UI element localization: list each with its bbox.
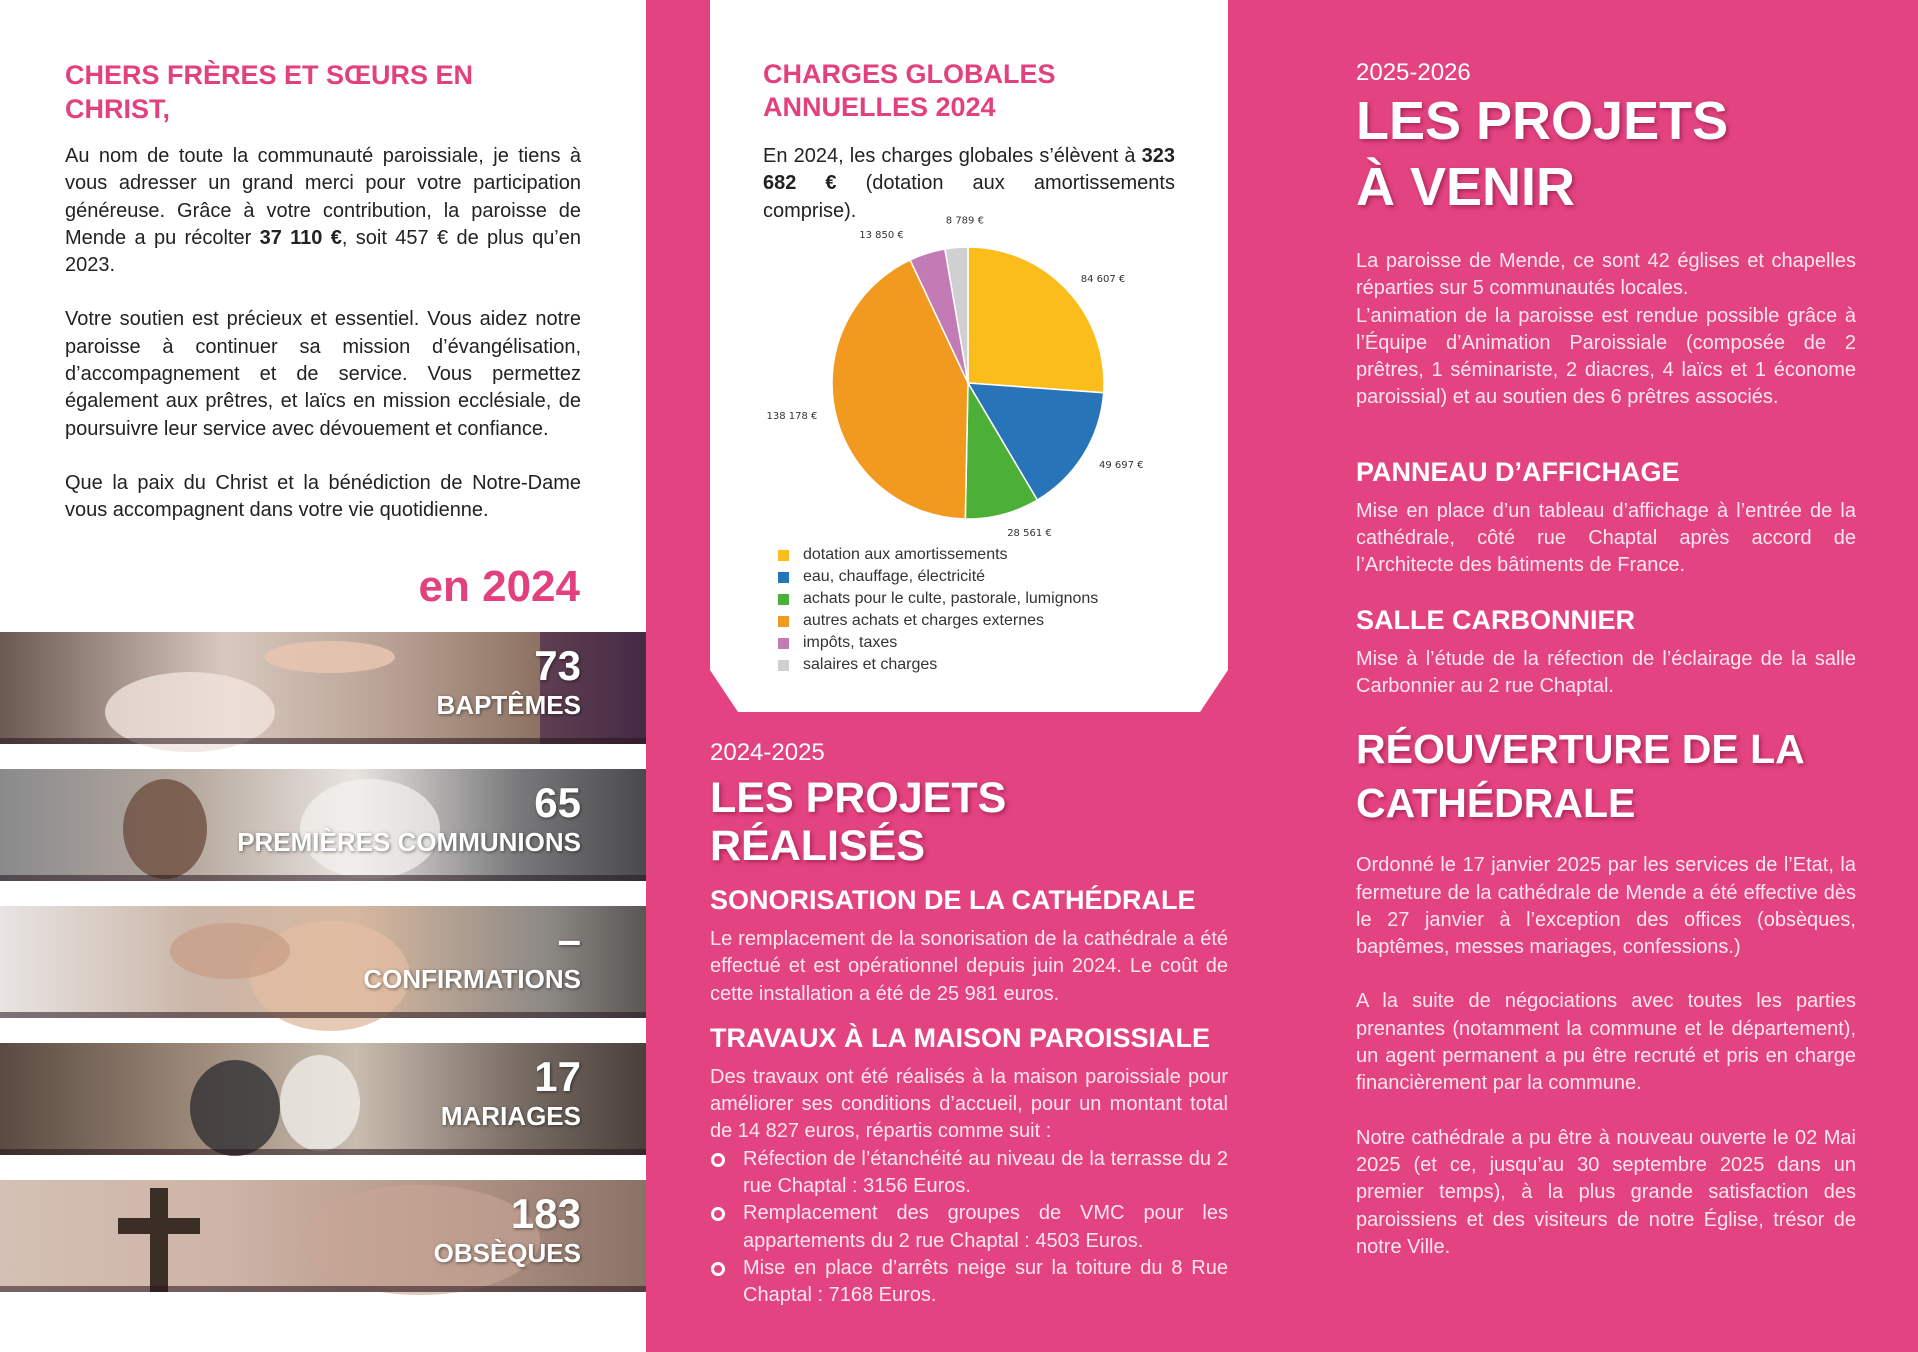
legend-item bbox=[778, 632, 1178, 654]
circle-bullet-icon bbox=[711, 1153, 725, 1167]
stats-heading: en 2024 bbox=[418, 562, 580, 611]
travaux-title: TRAVAUX À LA MAISON PAROISSIALE bbox=[710, 1022, 1211, 1053]
list-item bbox=[710, 1146, 1228, 1201]
stat-number: 17 bbox=[534, 1053, 581, 1100]
legend-item bbox=[778, 654, 1178, 676]
legend-label: dotation aux amortissements bbox=[803, 546, 1008, 563]
pie-slice-label: 84 607 € bbox=[1080, 274, 1126, 286]
legend-item bbox=[778, 544, 1178, 566]
projets-a-venir bbox=[1356, 58, 1856, 1261]
panneau-text: Mise en place d’un tableau d’affichage à l’entrée de la cathédrale, côté rue Chaptal après accord de l’Architecte des bâtiments de France. bbox=[1356, 499, 1856, 577]
circle-bullet-icon bbox=[711, 1207, 725, 1221]
charges-total: 323 682 € bbox=[763, 145, 1175, 195]
confirmation-photo bbox=[0, 906, 646, 1018]
pie-slice-label: 28 561 € bbox=[1007, 527, 1052, 539]
letter-title: CHERS FRÈRES ET SŒURS EN CHRIST, bbox=[65, 60, 474, 124]
pie-slice bbox=[968, 247, 1104, 393]
circle-bullet-icon bbox=[711, 1262, 725, 1276]
list-item bbox=[710, 1255, 1228, 1310]
legend-label: eau, chauffage, électricité bbox=[803, 568, 986, 585]
avenir-years: 2025-2026 bbox=[1356, 59, 1471, 86]
charges-title: CHARGES GLOBALES ANNUELLES 2024 bbox=[763, 59, 1056, 122]
legend-item bbox=[778, 610, 1178, 632]
charges-intro-end: (dotation aux amortissements comprise). bbox=[763, 172, 1175, 222]
legend-swatch bbox=[778, 616, 789, 627]
sonorisation-text: Le remplacement de la sonorisation de la cathédrale a été effectué et est opérationnel depuis juin 2024. Le coût de cette installation a été de 25 981 euros. bbox=[710, 928, 1228, 1005]
letter-paragraph-3: Que la paix du Christ et la bénédiction de Notre-Dame vous accompagnent dans votre vie quotidienne. bbox=[65, 471, 581, 522]
collected-amount: 37 110 € bbox=[259, 226, 342, 249]
avenir-title bbox=[1356, 88, 1856, 220]
legend-item bbox=[778, 566, 1178, 588]
chart-legend bbox=[778, 544, 1178, 676]
legend-label: impôts, taxes bbox=[803, 634, 898, 651]
legend-label: salaires et charges bbox=[803, 656, 938, 673]
stat-label: CONFIRMATIONS bbox=[363, 964, 581, 994]
travaux-text: Des travaux ont été réalisés à la maison paroissiale pour améliorer ses conditions d’accueil, pour un montant total de 14 827 euros, répartis comme suit : bbox=[710, 1065, 1228, 1143]
letter-paragraph-1 bbox=[65, 143, 581, 279]
list-item-text: Remplacement des groupes de VMC pour les appartements du 2 rue Chaptal : 4503 Euros. bbox=[743, 1202, 1228, 1252]
stat-number: 183 bbox=[510, 1190, 581, 1237]
avenir-title-line-1: LES PROJETS bbox=[1356, 91, 1729, 151]
list-item-text: Réfection de l’étanchéité au niveau de la terrasse du 2 rue Chaptal : 3156 Euros. bbox=[743, 1147, 1228, 1198]
panneau-title: PANNEAU D’AFFICHAGE bbox=[1356, 456, 1680, 487]
stat-band-mariages bbox=[0, 1043, 646, 1155]
legend-swatch bbox=[778, 660, 789, 671]
stat-number: 73 bbox=[534, 642, 581, 689]
reouverture-text-3: Notre cathédrale a pu être à nouveau ouverte le 02 Mai 2025 (et ce, jusqu’au 30 septembre 2025 dans un premier temps), à la plus grande satisfaction des paroissiens et des visiteurs de notre Église, trésor de notre Ville. bbox=[1356, 1126, 1856, 1258]
stat-number: – bbox=[557, 916, 581, 963]
legend-swatch bbox=[778, 550, 789, 561]
stat-band-communions bbox=[0, 769, 646, 881]
reouverture-title-line-2: CATHÉDRALE bbox=[1356, 780, 1636, 827]
charges-intro-start: En 2024, les charges globales s’élèvent à bbox=[763, 145, 1142, 167]
reouverture-text-2: A la suite de négociations avec toutes les parties prenantes (notamment la commune et le département), un agent permanent a pu être recruté et pris en charge financièrement par la commune. bbox=[1356, 990, 1856, 1095]
legend-swatch bbox=[778, 572, 789, 583]
stat-label: BAPTÊMES bbox=[436, 690, 581, 720]
travaux-list bbox=[710, 1146, 1228, 1310]
charges-intro bbox=[763, 143, 1175, 225]
stat-band-obseques bbox=[0, 1180, 646, 1292]
avenir-intro: La paroisse de Mende, ce sont 42 églises et chapelles réparties sur 5 communautés locales. L’animation de la paroisse est rendue possible grâce à l’Équipe d’Animation Paroissiale (composée de 2 prêtres, 1 séminariste, 2 diacres, 4 laïcs et 1 économe paroissial) et au soutien des 6 prêtres associés. bbox=[1356, 250, 1856, 409]
stat-band-confirmations bbox=[0, 906, 646, 1018]
realises-title: LES PROJETS RÉALISÉS bbox=[710, 774, 1007, 870]
letter-column bbox=[0, 0, 646, 1352]
pie-slice-label: 13 850 € bbox=[859, 230, 904, 242]
projets-realises bbox=[710, 738, 1228, 1310]
letter-body bbox=[65, 143, 581, 552]
salle-title: SALLE CARBONNIER bbox=[1356, 604, 1636, 635]
legend-label: autres achats et charges externes bbox=[803, 612, 1045, 629]
charges-pie-chart bbox=[760, 215, 1144, 545]
sonorisation-title: SONORISATION DE LA CATHÉDRALE bbox=[710, 885, 1196, 915]
reouverture-text-1: Ordonné le 17 janvier 2025 par les services de l’Etat, la fermeture de la cathédrale de Mende a été effective dès le 27 janvier à l’exception des offices (obsèques, baptêmes, messes mariages, confessions.) bbox=[1356, 854, 1856, 959]
stat-band-baptemes bbox=[0, 632, 646, 744]
stat-label: MARIAGES bbox=[440, 1101, 581, 1131]
list-item bbox=[710, 1200, 1228, 1255]
pie-slice-label: 49 697 € bbox=[1098, 460, 1144, 472]
stat-label: OBSÈQUES bbox=[433, 1238, 581, 1268]
avenir-title-line-2: À VENIR bbox=[1356, 157, 1576, 217]
letter-p1-end: , soit 457 € de plus qu’en 2023. bbox=[65, 226, 581, 277]
stat-label: PREMIÈRES COMMUNIONS bbox=[237, 827, 581, 857]
pie-slice-label: 138 178 € bbox=[766, 411, 818, 423]
salle-text: Mise à l’étude de la réfection de l’éclairage de la salle Carbonnier au 2 rue Chaptal. bbox=[1356, 647, 1856, 697]
reouverture-title-line-1: RÉOUVERTURE DE LA bbox=[1356, 726, 1805, 773]
legend-swatch bbox=[778, 594, 789, 605]
reouverture-title bbox=[1356, 722, 1856, 830]
legend-label: achats pour le culte, pastorale, lumignons bbox=[803, 590, 1099, 607]
letter-paragraph-2: Votre soutien est précieux et essentiel. Vous aidez notre paroisse à continuer sa mission d’évangélisation, d’accompagnement et de service. Vous permettez également aux prêtres, et laïcs en mission ecclésiale, de poursuivre leur service avec dévouement et confiance. bbox=[65, 308, 581, 440]
stat-number: 65 bbox=[534, 779, 581, 826]
list-item-text: Mise en place d’arrêts neige sur la toiture du 8 Rue Chaptal : 7168 Euros. bbox=[743, 1256, 1228, 1307]
letter-p1-start: Au nom de toute la communauté paroissiale, je tiens à vous adresser un grand merci pour votre participation généreuse. Grâce à votre contribution, la paroisse de Mende a pu récolter bbox=[65, 145, 581, 249]
pie-slice-label: 8 789 € bbox=[945, 215, 984, 227]
legend-swatch bbox=[778, 638, 789, 649]
realises-years: 2024-2025 bbox=[710, 739, 825, 766]
legend-item bbox=[778, 588, 1178, 610]
